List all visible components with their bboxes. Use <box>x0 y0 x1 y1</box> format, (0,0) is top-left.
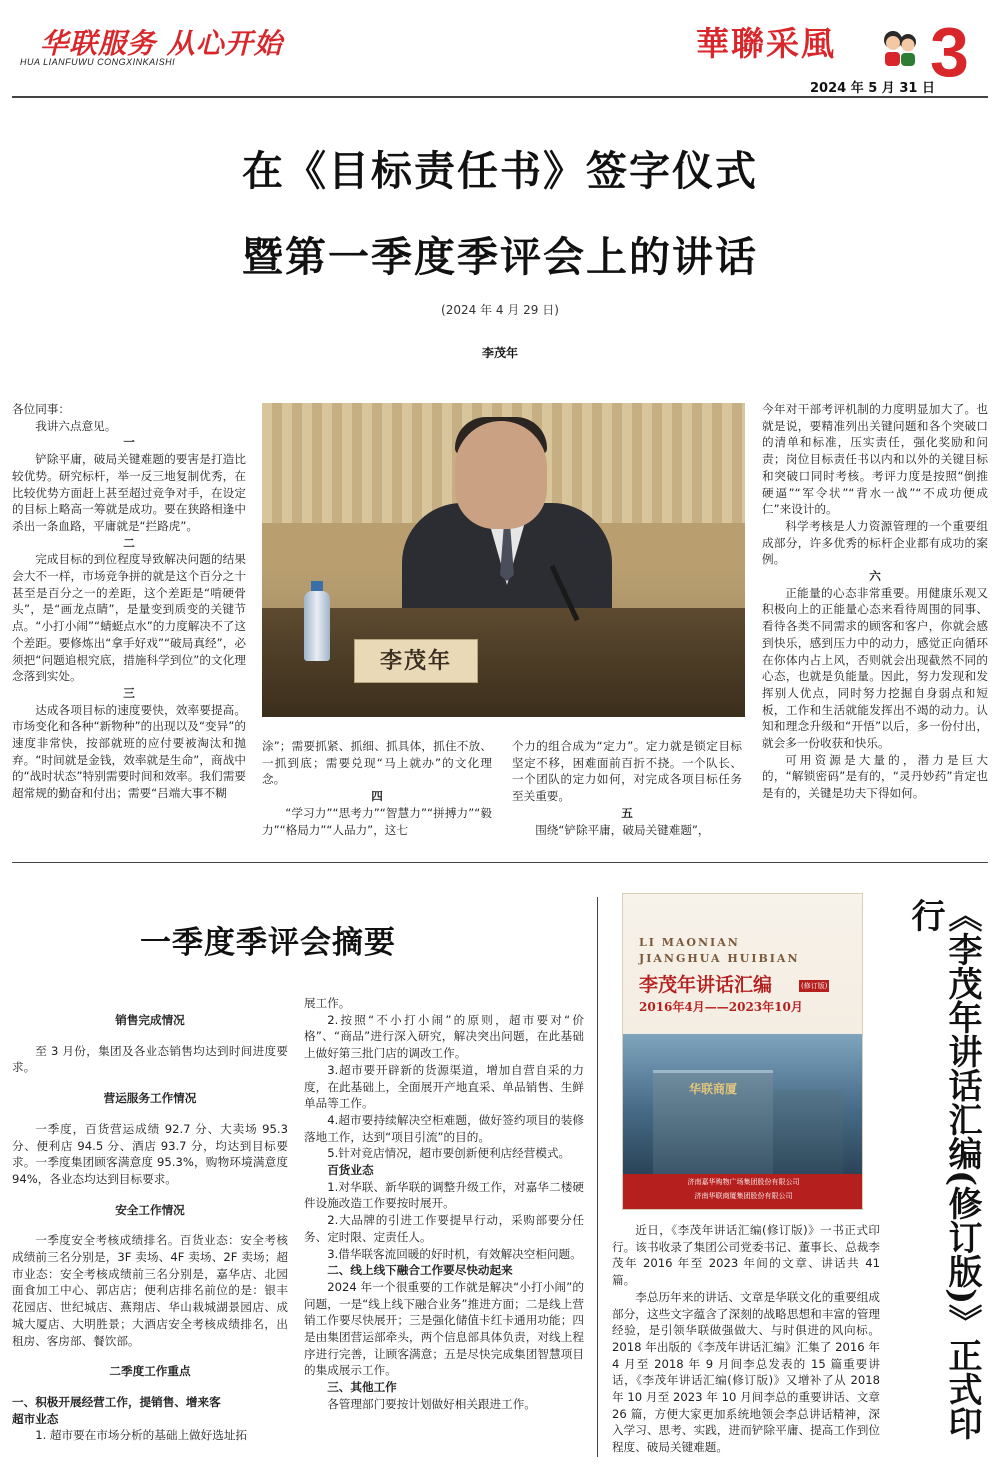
slogan: 华联服务 从心开始 <box>40 27 283 60</box>
paragraph: 一季度，百货营运成绩 92.7 分、大卖场 95.3 分、便利店 94.5 分、酒店 93.7 分，均达到目标要求。一季度集团顾客满意度 95.3%，购物环境满意度 94%，各业态均达到目标要求。 <box>12 1121 288 1186</box>
paragraph: 个力的组合成为“定力”。定力就是锁定目标坚定不移，困难面前百折不挠。一个队长、一个团队的定力如何，对完成各项目标任务至关重要。 <box>512 739 742 804</box>
paragraph: 我讲六点意见。 <box>35 418 117 433</box>
paragraph: 达成各项目标的速度要快，效率要提高。市场变化和各种“新物种”的出现以及“变异”的速度非常快，按部就班的应付要被淘汰和抛弃。“时间就是金钱，效率就是生命”，商战中的“战时状态”特别需要时间和效率。我们需要超常规的勤奋和付出；需要“吕端大事不糊 <box>12 702 246 801</box>
page-number: 3 <box>930 13 969 91</box>
paragraph: 展工作。 <box>304 996 351 1010</box>
subsection-heading: 二、线上线下融合工作要尽快动起来 <box>327 1263 513 1278</box>
book-period: 2016年4月——2023年10月 <box>639 1000 803 1014</box>
divider <box>12 96 988 98</box>
newspaper-logo: 華聯采風 <box>696 24 836 63</box>
paragraph: 正能量的心态非常重要。用健康乐观又积极向上的正能量心态来看待周围的同事、看待各类不同需求的顾客和客户，你就会感到快乐，感到压力中的动力，感觉正向循环在你体内占上风，否则就会出现截然不同的心态，也就是负能量。因此，努力发现和发挥别人优点，同时努力挖掘自身弱点和短板，工作和生活就能发挥出不竭的动力。认知和理念升级和“开悟”以后，多一份付出，就会多一份收获和快乐。 <box>762 585 988 751</box>
issue-date: 2024 年 5 月 31 日 <box>810 81 935 96</box>
divider <box>12 862 988 863</box>
paragraph: 5.针对竞店情况，超市要创新便利店经营模式。 <box>327 1146 571 1161</box>
paragraph: 至 3 月份，集团及各业态销售均达到时间进度要求。 <box>12 1043 288 1075</box>
book-publisher-1: 济南嘉华购物广场集团股份有限公司 <box>687 1178 800 1186</box>
water-bottle-icon <box>304 591 330 661</box>
book-publisher-2: 济南华联商厦集团股份有限公司 <box>694 1192 793 1200</box>
paragraph: 4.超市要持续解决空柜难题，做好签约项目的装修落地工作，达到“项目引流”的目的。 <box>304 1112 584 1144</box>
article-column-2 <box>262 738 492 838</box>
paragraph: 1. 超市要在市场分析的基础上做好选址拓 <box>35 1428 248 1443</box>
section-number: 二 <box>123 535 135 550</box>
slogan-pinyin: HUA LIANFUWU CONGXINKAISHI <box>20 57 176 67</box>
building-sign: 华联商厦 <box>689 1082 738 1096</box>
paragraph: 近日，《李茂年讲话汇编(修订版)》一书正式印行。该书收录了集团公司党委书记、董事长、总裁李茂年 2016 年至 2023 年间的文章、讲话共 41 篇。 <box>612 1223 880 1288</box>
article-column-4 <box>762 401 988 802</box>
book-article-body <box>612 1222 880 1456</box>
summary-column-2 <box>304 995 584 1413</box>
article-column-1 <box>12 401 246 802</box>
paragraph: 科学考核是人力资源管理的一个重要组成部分，许多优秀的标杆企业都有成功的案例。 <box>762 518 988 567</box>
paragraph: 铲除平庸，破局关键难题的要害是打造比较优势。研究标杆，举一反三地复制优秀，在比较优势方面赶上甚至超过竞争对手，在设定的目标上略高一筹就是成功。要在狭路相逢中杀出一条血路，平庸就是“拦路虎”。 <box>12 452 246 533</box>
mascot-icon <box>880 26 920 70</box>
section-heading: 销售完成情况 <box>115 1013 185 1027</box>
masthead <box>0 0 1000 100</box>
section-number: 五 <box>621 805 633 820</box>
paragraph: 2.大品牌的引进工作要提早行动，采购部要分任务、定时限、定责任人。 <box>304 1213 584 1244</box>
section-number: 一 <box>123 435 135 450</box>
book-cover <box>622 893 863 1210</box>
summary-heading: 一季度季评会摘要 <box>140 925 396 961</box>
nameplate: 李茂年 <box>354 639 478 683</box>
paragraph: 围绕“铲除平庸，破局关键难题”， <box>535 822 710 837</box>
paragraph: 3.超市要开辟新的货源渠道，增加自营自采的力度，在此基础上，全面展开产地直采、单品销售、生鲜单品等工作。 <box>304 1062 584 1111</box>
book-title: 李茂年讲话汇编 <box>639 974 773 996</box>
subsection-heading: 超市业态 <box>12 1411 59 1426</box>
article-title-line2: 暨第一季度季评会上的讲话 <box>242 233 758 281</box>
paragraph: 一季度安全考核成绩排名。百货业态：安全考核成绩前三名分别是，3F 卖场、4F 卖场、2F 卖场；超市业态：安全考核成绩前三名分别是，嘉华店、北园面食加工中心、郭店店；便利店排名前位的是：银丰花园店、世纪城店、燕翔店、华山栽城湖景园店、成城大厦店、大明胜景；大酒店安全考核成绩排名，出租房、客房部、餐饮部。 <box>12 1233 288 1348</box>
paragraph: 今年对干部考评机制的力度明显加大了。也就是说，要精准列出关键问题和各个突破口的清单和标准，压实责任，强化奖励和问责；岗位目标责任书以内和以外的关键目标和突破口同时考核。考评力度是按照“倒推硬逼”“军令状”“背水一战”“不成功便成仁”来设计的。 <box>762 402 988 517</box>
section-heading: 安全工作情况 <box>115 1202 185 1217</box>
paragraph: 完成目标的到位程度导致解决问题的结果会大不一样，市场竞争拼的就是这个百分之十甚至是百分之一的差距，这个差距是“啃硬骨头”，是“画龙点睛”，是量变到质变的关键节点。“小打小闹”“蜻蜓点水”的力度解决不了这个差距。要修炼出“拿手好戏”“破局真经”，必须把“问题追根究底，措施科学到位”的文化理念落到实处。 <box>12 552 246 684</box>
paragraph: “学习力”“思考力”“智慧力”“拼搏力”“毅力”“格局力”“人品力”，这七 <box>262 805 492 837</box>
speaker-photo <box>262 403 745 717</box>
book-pinyin-line1: LI MAONIAN <box>639 936 740 949</box>
speech-date: (2024 年 4 月 29 日) <box>441 303 559 317</box>
book-vertical-title: 《李茂年讲话汇编(修订版)》正式印行 <box>905 898 982 1441</box>
paragraph: 3.借华联客流回暖的好时机，有效解决空柜问题。 <box>327 1246 582 1261</box>
author: 李茂年 <box>481 346 518 360</box>
paragraph: 1.对华联、新华联的调整升级工作，对嘉华二楼硬件设施改造工作要按时展开。 <box>304 1179 584 1211</box>
subsection-heading: 一、积极开展经营工作，提销售、增来客 <box>12 1394 221 1409</box>
summary-column-1 <box>12 1012 288 1444</box>
subsection-heading: 三、其他工作 <box>327 1380 397 1395</box>
section-heading: 二季度工作重点 <box>109 1364 191 1379</box>
paragraph: 2.按照“不小打小闹”的原则，超市要对“价格”、“商品”进行深入研究，解决突出问题，在此基础上做好第三批门店的调改工作。 <box>304 1012 584 1061</box>
article-column-3 <box>512 738 742 838</box>
paragraph: 2024 年一个很重要的工作就是解决“小打小闹”的问题，一是“线上线下融合业务”推进方面；二是线上营销工作要尽快展开；三是强化储值卡红卡通用功能；四是由集团营运部牵头，两个信息部具体负责，对线上程序进行完善，让顾客满意；五是尽快完成集团智慧项目的集成展示工作。 <box>304 1279 584 1378</box>
subsection-heading: 百货业态 <box>327 1163 374 1178</box>
paragraph: 李总历年来的讲话、文章是华联文化的重要组成部分，这些文字蕴含了深刻的战略思想和丰富的管理经验，是引领华联做强做大、与时俱进的风向标。2018 年出版的《李茂年讲话汇编》汇集了 2016 年 4 月至 2018 年 9 月间李总发表的 15 篇重要讲话，《李茂年讲话汇编(修订版)》又增补了从 2018 年 10 月至 2023 年 10 月间李总的重要讲话、文章 26 篇，方便大家更加系统地领会李总讲话精神，深入学习、思考、实践，进而铲除平庸、提高工作到位程度、破局关键难题。 <box>612 1289 880 1455</box>
paragraph: 可用资源是大量的，潜力是巨大的，“解锁密码”是有的，“灵丹妙药”肯定也是有的，关键是功夫下得如何。 <box>762 752 988 801</box>
section-number: 四 <box>371 789 383 804</box>
section-number: 六 <box>869 569 881 584</box>
section-number: 三 <box>123 685 135 700</box>
paragraph: 各管理部门要按计划做好相关跟进工作。 <box>327 1396 536 1411</box>
paragraph: 涂”；需要抓紧、抓细、抓具体，抓住不放、一抓到底；需要兑现“马上就办”的文化理念。 <box>262 739 492 787</box>
section-heading: 营运服务工作情况 <box>103 1091 197 1106</box>
article-title-line1: 在《目标责任书》签字仪式 <box>242 147 758 195</box>
book-edition: (修订版) <box>801 982 828 990</box>
paragraph: 各位同事： <box>12 402 70 416</box>
book-pinyin-line2: JIANGHUA HUIBIAN <box>639 952 800 965</box>
divider <box>597 897 598 1457</box>
